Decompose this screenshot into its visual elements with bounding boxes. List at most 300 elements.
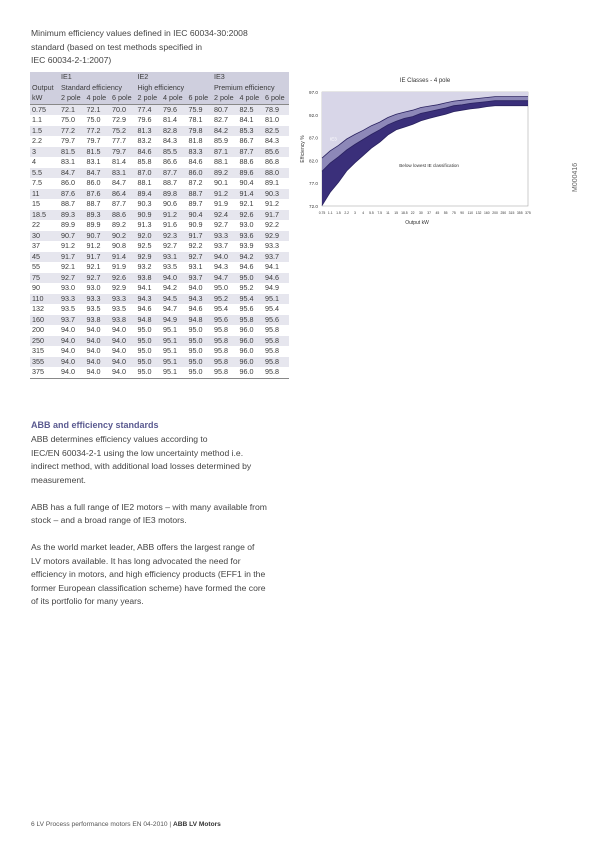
table-cell: 94.6 — [136, 304, 162, 315]
table-cell: 92.7 — [212, 220, 238, 231]
x-tick-label: 1.1 — [327, 211, 333, 215]
table-cell: 81.4 — [110, 157, 136, 168]
table-cell: 95.6 — [238, 304, 264, 315]
header-cell: 2 pole — [136, 93, 162, 104]
x-tick-label: 30 — [418, 211, 423, 215]
table-row — [30, 283, 289, 294]
table-cell: 89.3 — [59, 210, 85, 221]
table-cell: 82.7 — [212, 115, 238, 126]
table-cell: 94.5 — [161, 294, 187, 305]
table-cell: 94.0 — [85, 336, 111, 347]
table-cell: 92.1 — [59, 262, 85, 273]
paragraph-line: measurement. — [31, 474, 86, 485]
table-cell: 90.9 — [136, 210, 162, 221]
table-cell: 93.8 — [85, 315, 111, 326]
table-cell: 83.3 — [187, 147, 213, 158]
table-cell: 87.7 — [161, 168, 187, 179]
intro-text — [31, 27, 301, 68]
table-cell: 95.1 — [161, 325, 187, 336]
table-cell: 75 — [30, 273, 59, 284]
table-cell: 96.0 — [238, 357, 264, 368]
table-cell: 81.5 — [85, 147, 111, 158]
table-cell: 75.9 — [187, 104, 213, 115]
table-cell: 94.7 — [212, 273, 238, 284]
table-cell: 93.0 — [85, 283, 111, 294]
table-cell: 92.7 — [161, 241, 187, 252]
table-cell: 88.7 — [85, 199, 111, 210]
table-cell: 93.9 — [238, 241, 264, 252]
table-cell: 94.0 — [59, 325, 85, 336]
table-cell: 94.0 — [59, 357, 85, 368]
table-cell: 83.1 — [110, 168, 136, 179]
table-cell: 95.0 — [187, 325, 213, 336]
table-cell: 94.1 — [263, 262, 289, 273]
table-cell: 95.8 — [238, 315, 264, 326]
table-cell: 92.2 — [263, 220, 289, 231]
x-tick-label: 200 — [492, 211, 498, 215]
table-cell: 93.7 — [59, 315, 85, 326]
table-cell: 93.3 — [263, 241, 289, 252]
table-cell: 84.6 — [136, 147, 162, 158]
table-row — [30, 157, 289, 168]
paragraph-line: stock – and a broad range of IE3 motors. — [31, 515, 187, 525]
x-tick-label: 3 — [354, 211, 356, 215]
table-cell: 95.8 — [212, 325, 238, 336]
table-cell: 83.2 — [136, 136, 162, 147]
table-row — [30, 104, 289, 115]
header-cell: 2 pole — [59, 93, 85, 104]
table-cell: 90.7 — [85, 231, 111, 242]
table-cell: 94.0 — [85, 367, 111, 378]
table-cell: 92.7 — [85, 273, 111, 284]
series-label-ie3: IE3 — [330, 136, 337, 142]
table-cell: 91.3 — [136, 220, 162, 231]
table-cell: 95.8 — [263, 357, 289, 368]
table-cell: 94.0 — [161, 273, 187, 284]
footer-text: 6 LV Process performance motors EN 04-2010 | — [31, 821, 173, 828]
x-tick-label: 22 — [410, 211, 415, 215]
table-cell: 95.4 — [212, 304, 238, 315]
table-row — [30, 147, 289, 158]
table-cell: 94.0 — [85, 346, 111, 357]
table-cell: 94.0 — [59, 367, 85, 378]
table-cell: 75.2 — [110, 126, 136, 137]
table-cell: 55 — [30, 262, 59, 273]
table-cell: 1.5 — [30, 126, 59, 137]
header-cell — [110, 72, 136, 83]
y-tick-label: 87.0 — [309, 135, 318, 141]
table-cell: 88.1 — [212, 157, 238, 168]
table-cell: 110 — [30, 294, 59, 305]
table-cell: 91.9 — [110, 262, 136, 273]
table-cell: 95.0 — [238, 273, 264, 284]
x-tick-label: 18.5 — [401, 211, 408, 215]
table-header-row — [30, 83, 289, 94]
table-cell: 18.5 — [30, 210, 59, 221]
table-cell: 93.3 — [85, 294, 111, 305]
paragraph-line: of its portfolio for many years. — [31, 596, 144, 606]
header-cell — [161, 72, 187, 83]
table-cell: 94.6 — [187, 304, 213, 315]
table-cell: 88.6 — [110, 210, 136, 221]
table-row — [30, 136, 289, 147]
header-cell — [187, 72, 213, 83]
table-cell: 95.0 — [136, 357, 162, 368]
x-tick-label: 160 — [483, 211, 490, 215]
table-cell: 92.9 — [110, 283, 136, 294]
table-cell: 91.2 — [212, 189, 238, 200]
table-cell: 94.0 — [187, 283, 213, 294]
table-cell: 84.3 — [263, 136, 289, 147]
table-cell: 89.7 — [187, 199, 213, 210]
table-cell: 95.8 — [263, 367, 289, 378]
header-cell: 4 pole — [161, 93, 187, 104]
table-cell: 95.4 — [263, 304, 289, 315]
table-cell: 2.2 — [30, 136, 59, 147]
table-cell: 89.3 — [85, 210, 111, 221]
ie-classes-chart — [300, 74, 540, 234]
table-row — [30, 189, 289, 200]
table-cell: 86.6 — [161, 157, 187, 168]
table-cell: 94.3 — [136, 294, 162, 305]
table-cell: 90.3 — [136, 199, 162, 210]
chart-title: IE Classes - 4 pole — [399, 78, 451, 84]
table-cell: 85.9 — [212, 136, 238, 147]
section-title: ABB and efficiency standards — [31, 420, 159, 430]
table-cell: 93.3 — [212, 231, 238, 242]
table-cell: 93.1 — [187, 262, 213, 273]
table-cell: 92.6 — [238, 210, 264, 221]
table-cell: 84.7 — [110, 178, 136, 189]
table-cell: 85.6 — [263, 147, 289, 158]
table-cell: 95.0 — [187, 367, 213, 378]
table-cell: 89.8 — [161, 189, 187, 200]
x-tick-label: 132 — [475, 211, 482, 215]
table-cell: 81.4 — [161, 115, 187, 126]
table-cell: 84.1 — [238, 115, 264, 126]
table-cell: 79.8 — [187, 126, 213, 137]
header-cell: High efficiency — [136, 83, 213, 94]
table-cell: 95.0 — [136, 346, 162, 357]
table-row — [30, 210, 289, 221]
table-row — [30, 315, 289, 326]
table-row — [30, 199, 289, 210]
table-cell: 95.8 — [263, 336, 289, 347]
table-cell: 90.4 — [187, 210, 213, 221]
table-cell: 5.5 — [30, 168, 59, 179]
header-cell: 4 pole — [238, 93, 264, 104]
paragraph-line: former European classification scheme) have formed the core — [31, 582, 266, 593]
table-cell: 79.7 — [59, 136, 85, 147]
table-cell: 79.6 — [161, 104, 187, 115]
header-cell: 2 pole — [212, 93, 238, 104]
table-cell: 78.1 — [187, 115, 213, 126]
table-cell: 87.7 — [110, 199, 136, 210]
table-cell: 91.4 — [110, 252, 136, 263]
table-cell: 87.6 — [85, 189, 111, 200]
table-cell: 90.1 — [212, 178, 238, 189]
table-cell: 94.0 — [59, 346, 85, 357]
table-cell: 95.8 — [263, 325, 289, 336]
table-cell: 94.3 — [187, 294, 213, 305]
intro-line: standard (based on test methods specified in — [31, 41, 203, 52]
table-cell: 96.0 — [238, 325, 264, 336]
x-tick-label: 110 — [467, 211, 474, 215]
table-header-row — [30, 72, 289, 83]
paragraph-line: ABB determines efficiency values according to — [31, 434, 208, 444]
x-tick-label: 355 — [516, 211, 523, 215]
header-cell: IE1 — [59, 72, 85, 83]
table-cell: 92.6 — [110, 273, 136, 284]
table-cell: 45 — [30, 252, 59, 263]
table-cell: 72.1 — [85, 104, 111, 115]
table-cell: 80.7 — [212, 104, 238, 115]
table-cell: 0.75 — [30, 104, 59, 115]
x-tick-label: 55 — [443, 211, 448, 215]
table-cell: 82.8 — [161, 126, 187, 137]
x-tick-label: 5.5 — [369, 211, 374, 215]
table-cell: 1.1 — [30, 115, 59, 126]
table-cell: 95.0 — [187, 357, 213, 368]
table-cell: 89.9 — [59, 220, 85, 231]
efficiency-table — [30, 72, 289, 379]
table-cell: 94.3 — [212, 262, 238, 273]
table-cell: 91.9 — [212, 199, 238, 210]
table-cell: 75.0 — [85, 115, 111, 126]
table-cell: 94.0 — [110, 325, 136, 336]
table-cell: 95.0 — [136, 367, 162, 378]
table-row — [30, 126, 289, 137]
y-axis-label: Efficiency % — [300, 135, 306, 163]
table-cell: 95.8 — [263, 346, 289, 357]
table-cell: 94.0 — [85, 325, 111, 336]
table-cell: 92.2 — [187, 241, 213, 252]
table-cell: 90.2 — [110, 231, 136, 242]
table-cell: 94.0 — [110, 336, 136, 347]
table-cell: 90.7 — [59, 231, 85, 242]
table-cell: 78.9 — [263, 104, 289, 115]
figure-code: M000416 — [572, 162, 579, 192]
intro-line: Minimum efficiency values defined in IEC 60034-30:2008 — [31, 28, 248, 38]
table-cell: 85.8 — [136, 157, 162, 168]
table-cell: 94.9 — [263, 283, 289, 294]
table-cell: 92.4 — [212, 210, 238, 221]
table-cell: 83.1 — [85, 157, 111, 168]
table-cell: 84.7 — [85, 168, 111, 179]
table-cell: 91.2 — [85, 241, 111, 252]
table-row — [30, 262, 289, 273]
table-cell: 95.1 — [263, 294, 289, 305]
table-cell: 90.4 — [238, 178, 264, 189]
table-cell: 92.7 — [187, 252, 213, 263]
table-cell: 90.3 — [263, 189, 289, 200]
table-cell: 91.2 — [263, 199, 289, 210]
table-cell: 92.1 — [85, 262, 111, 273]
table-cell: 89.4 — [136, 189, 162, 200]
x-axis-label: Output kW — [405, 220, 429, 226]
paragraph-line: IEC/EN 60034-2-1 using the low uncertainty method i.e. — [31, 447, 244, 458]
table-cell: 92.9 — [263, 231, 289, 242]
table-cell: 93.0 — [238, 220, 264, 231]
x-tick-label: 1.5 — [336, 211, 341, 215]
table-cell: 87.6 — [59, 189, 85, 200]
table-cell: 77.4 — [136, 104, 162, 115]
table-cell: 95.0 — [187, 336, 213, 347]
table-cell: 85.5 — [161, 147, 187, 158]
table-cell: 91.7 — [263, 210, 289, 221]
x-tick-label: 375 — [525, 211, 531, 215]
table-cell: 89.9 — [85, 220, 111, 231]
table-cell: 70.0 — [110, 104, 136, 115]
table-cell: 75.0 — [59, 115, 85, 126]
table-cell: 94.6 — [238, 262, 264, 273]
table-cell: 94.2 — [161, 283, 187, 294]
table-cell: 87.1 — [212, 147, 238, 158]
table-cell: 37 — [30, 241, 59, 252]
table-cell: 94.0 — [212, 252, 238, 263]
table-cell: 92.0 — [136, 231, 162, 242]
table-cell: 87.0 — [136, 168, 162, 179]
table-cell: 250 — [30, 336, 59, 347]
table-cell: 30 — [30, 231, 59, 242]
x-tick-label: 15 — [394, 211, 399, 215]
table-header-row — [30, 93, 289, 104]
table-cell: 84.3 — [161, 136, 187, 147]
table-cell: 93.5 — [59, 304, 85, 315]
table-cell: 86.4 — [110, 189, 136, 200]
table-cell: 89.2 — [212, 168, 238, 179]
table-row — [30, 325, 289, 336]
table-cell: 93.7 — [263, 252, 289, 263]
table-cell: 95.0 — [187, 346, 213, 357]
table-cell: 93.7 — [212, 241, 238, 252]
paragraph-line: efficiency in motors, and high efficiency products (EFF1 in the — [31, 569, 266, 579]
table-cell: 94.0 — [110, 357, 136, 368]
table-cell: 132 — [30, 304, 59, 315]
table-cell: 95.6 — [263, 315, 289, 326]
table-cell: 82.5 — [238, 104, 264, 115]
table-row — [30, 346, 289, 357]
table-cell: 87.7 — [238, 147, 264, 158]
y-tick-label: 72.0 — [309, 204, 318, 209]
header-cell: 6 pole — [263, 93, 289, 104]
table-cell: 160 — [30, 315, 59, 326]
header-cell: kW — [30, 93, 59, 104]
table-cell: 91.2 — [161, 210, 187, 221]
table-cell: 94.0 — [110, 367, 136, 378]
table-cell: 82.5 — [263, 126, 289, 137]
table-cell: 315 — [30, 346, 59, 357]
x-tick-label: 0.75 — [318, 211, 326, 215]
x-tick-label: 315 — [508, 211, 515, 215]
header-cell: 6 pole — [110, 93, 136, 104]
paragraph-line: LV motors available. It has long advocated the need for — [31, 555, 241, 566]
table-cell: 85.3 — [238, 126, 264, 137]
table-cell: 93.3 — [110, 294, 136, 305]
table-cell: 87.2 — [187, 178, 213, 189]
table-cell: 92.3 — [161, 231, 187, 242]
x-tick-label: 75 — [451, 211, 456, 215]
table-cell: 86.7 — [238, 136, 264, 147]
table-cell: 95.1 — [161, 357, 187, 368]
table-cell: 93.8 — [110, 315, 136, 326]
table-cell: 95.1 — [161, 336, 187, 347]
table-cell: 72.9 — [110, 115, 136, 126]
table-cell: 94.7 — [161, 304, 187, 315]
table-cell: 94.0 — [85, 357, 111, 368]
table-cell: 94.9 — [161, 315, 187, 326]
x-tick-label: 90 — [460, 211, 464, 215]
table-cell: 96.0 — [238, 336, 264, 347]
table-cell: 15 — [30, 199, 59, 210]
header-cell: Output — [30, 83, 59, 94]
table-row — [30, 231, 289, 242]
table-cell: 95.4 — [238, 294, 264, 305]
table-cell: 95.6 — [212, 315, 238, 326]
table-cell: 200 — [30, 325, 59, 336]
table-cell: 91.7 — [59, 252, 85, 263]
table-cell: 91.7 — [85, 252, 111, 263]
table-cell: 79.6 — [136, 115, 162, 126]
table-cell: 86.8 — [263, 157, 289, 168]
y-tick-label: 92.0 — [309, 112, 318, 118]
table-cell: 93.0 — [59, 283, 85, 294]
table-cell: 92.7 — [59, 273, 85, 284]
table-cell: 95.8 — [212, 357, 238, 368]
table-cell: 90 — [30, 283, 59, 294]
table-cell: 93.2 — [136, 262, 162, 273]
intro-line: IEC 60034-2-1:2007) — [31, 55, 112, 65]
table-cell: 95.0 — [136, 325, 162, 336]
header-cell — [263, 72, 289, 83]
table-cell: 88.6 — [238, 157, 264, 168]
table-cell: 93.3 — [59, 294, 85, 305]
header-cell: IE2 — [136, 72, 162, 83]
body-text — [31, 433, 301, 609]
table-cell: 92.5 — [136, 241, 162, 252]
table-cell: 91.7 — [187, 231, 213, 242]
table-cell: 77.2 — [59, 126, 85, 137]
table-row — [30, 294, 289, 305]
table-cell: 93.5 — [161, 262, 187, 273]
table-cell: 95.8 — [212, 367, 238, 378]
table-cell: 79.7 — [85, 136, 111, 147]
x-tick-label: 2.2 — [344, 211, 350, 215]
table-cell: 84.6 — [187, 157, 213, 168]
table-cell: 86.0 — [59, 178, 85, 189]
table-row — [30, 168, 289, 179]
header-cell: Standard efficiency — [59, 83, 136, 94]
table-cell: 90.6 — [161, 199, 187, 210]
table-row — [30, 220, 289, 231]
table-cell: 96.0 — [238, 346, 264, 357]
header-cell — [238, 72, 264, 83]
table-cell: 89.6 — [238, 168, 264, 179]
footer-brand: ABB LV Motors — [172, 821, 221, 828]
table-cell: 84.2 — [212, 126, 238, 137]
table-cell: 11 — [30, 189, 59, 200]
header-cell: IE3 — [212, 72, 238, 83]
table-cell: 95.8 — [212, 346, 238, 357]
table-cell: 94.0 — [59, 336, 85, 347]
paragraph-line: As the world market leader, ABB offers the largest range of — [31, 542, 255, 552]
table-row — [30, 273, 289, 284]
table-cell: 86.0 — [85, 178, 111, 189]
table-cell: 95.0 — [212, 283, 238, 294]
table-cell: 72.1 — [59, 104, 85, 115]
table-cell: 91.4 — [238, 189, 264, 200]
table-cell: 93.8 — [136, 273, 162, 284]
